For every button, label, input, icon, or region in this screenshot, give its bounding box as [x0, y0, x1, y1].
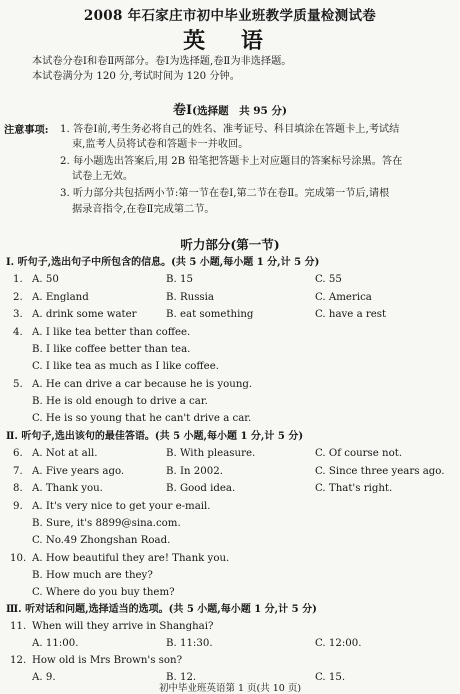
- q1-option-c: C. 55: [315, 274, 342, 285]
- page-footer: 初中毕业班英语第 1 页(共 10 页): [158, 683, 302, 694]
- q6-option-c: C. Of course not.: [315, 448, 403, 459]
- q10-option-b: B. How much are they?: [32, 570, 153, 581]
- q7-option-a: A. Five years ago.: [32, 466, 125, 477]
- listening-title: 听力部分(第一节): [180, 237, 280, 252]
- q2-number: 2.: [13, 292, 23, 303]
- q8-option-b: B. Good idea.: [166, 483, 236, 494]
- q11-option-a: A. 11:00.: [32, 638, 79, 649]
- q12-option-a: A. 9.: [32, 672, 56, 683]
- q1-option-a: A. 50: [32, 274, 59, 285]
- intro-line-1: 本试卷分卷Ⅰ和卷Ⅱ两部分。卷Ⅰ为选择题,卷Ⅱ为非选择题。: [32, 56, 292, 67]
- q11-question: When will they arrive in Shanghai?: [32, 621, 214, 632]
- q12-number: 12.: [10, 655, 27, 666]
- note-line-1: 1. 答卷Ⅰ前,考生务必将自己的姓名、准考证号、科目填涂在答题卡上,考试结: [60, 124, 400, 135]
- section-1-heading: Ⅰ. 听句子,选出句子中所包含的信息。(共 5 小题,每小题 1 分,计 5 分): [6, 257, 320, 268]
- q8-option-c: C. That's right.: [315, 483, 393, 494]
- q4-option-c: C. I like tea as much as I like coffee.: [32, 361, 219, 372]
- q11-option-b: B. 11:30.: [166, 638, 213, 649]
- q5-option-c: C. He is so young that he can't drive a car.: [32, 413, 252, 424]
- notes-heading: 注意事项:: [4, 124, 49, 136]
- q9-option-a: A. It's very nice to get your e-mail.: [32, 501, 211, 512]
- q11-option-c: C. 12:00.: [315, 638, 362, 649]
- q9-option-c: C. No.49 Zhongshan Road.: [32, 535, 171, 546]
- volume-note: (选择题 共 95 分): [192, 105, 287, 117]
- q4-option-a: A. I like tea better than coffee.: [32, 327, 191, 338]
- note-line-6: 据录音指令,在卷Ⅱ完成第二节。: [72, 204, 215, 215]
- q10-option-c: C. Where do you buy them?: [32, 587, 175, 598]
- q4-option-b: B. I like coffee better than tea.: [32, 344, 191, 355]
- q2-option-c: C. America: [315, 292, 372, 303]
- q12-option-b: B. 12.: [166, 672, 197, 683]
- q1-number: 1.: [13, 274, 23, 285]
- subject-title: 英 语: [183, 28, 277, 54]
- note-line-4: 试卷上无效。: [72, 171, 134, 182]
- note-line-5: 3. 听力部分共包括两小节:第一节在卷Ⅰ,第二节在卷Ⅱ。完成第一节后,请根: [60, 188, 390, 199]
- q2-option-a: A. England: [32, 292, 89, 303]
- q9-option-b: B. Sure, it's 8899@sina.com.: [32, 518, 181, 529]
- q6-option-b: B. With pleasure.: [166, 448, 256, 459]
- volume-heading: [0, 99, 460, 118]
- section-2-heading: Ⅱ. 听句子,选出该句的最佳答语。(共 5 小题,每小题 1 分,计 5 分): [6, 431, 304, 442]
- exam-title: 2008 年石家庄市初中毕业班教学质量检测试卷: [83, 8, 377, 24]
- q2-option-b: B. Russia: [166, 292, 214, 303]
- q3-option-a: A. drink some water: [32, 309, 137, 320]
- note-line-2: 束,监考人员将试卷和答题卡一并收回。: [72, 139, 249, 150]
- note-line-3: 2. 每小题选出答案后,用 2B 铅笔把答题卡上对应题目的答案标号涂黑。答在: [60, 156, 403, 167]
- q5-option-a: A. He can drive a car because he is young.: [32, 379, 253, 390]
- q9-number: 9.: [13, 501, 23, 512]
- q10-number: 10.: [10, 553, 27, 564]
- q3-option-c: C. have a rest: [315, 309, 387, 320]
- q12-question: How old is Mrs Brown's son?: [32, 655, 183, 666]
- q8-option-a: A. Thank you.: [32, 483, 103, 494]
- intro-line-2: 本试卷满分为 120 分,考试时间为 120 分钟。: [32, 71, 240, 82]
- q7-number: 7.: [13, 466, 23, 477]
- q8-number: 8.: [13, 483, 23, 494]
- q4-number: 4.: [13, 327, 23, 338]
- q1-option-b: B. 15: [166, 274, 193, 285]
- q7-option-c: C. Since three years ago.: [315, 466, 445, 477]
- q7-option-b: B. In 2002.: [166, 466, 223, 477]
- q12-option-c: C. 15.: [315, 672, 346, 683]
- section-3-heading: Ⅲ. 听对话和问题,选择适当的选项。(共 5 小题,每小题 1 分,计 5 分): [6, 604, 317, 615]
- q3-option-b: B. eat something: [166, 309, 254, 320]
- q6-option-a: A. Not at all.: [32, 448, 98, 459]
- q6-number: 6.: [13, 448, 23, 459]
- q3-number: 3.: [13, 309, 23, 320]
- q5-number: 5.: [13, 379, 23, 390]
- q10-option-a: A. How beautiful they are! Thank you.: [32, 553, 230, 564]
- volume-label: 卷Ⅰ: [173, 103, 193, 118]
- q5-option-b: B. He is old enough to drive a car.: [32, 396, 208, 407]
- q11-number: 11.: [10, 621, 27, 632]
